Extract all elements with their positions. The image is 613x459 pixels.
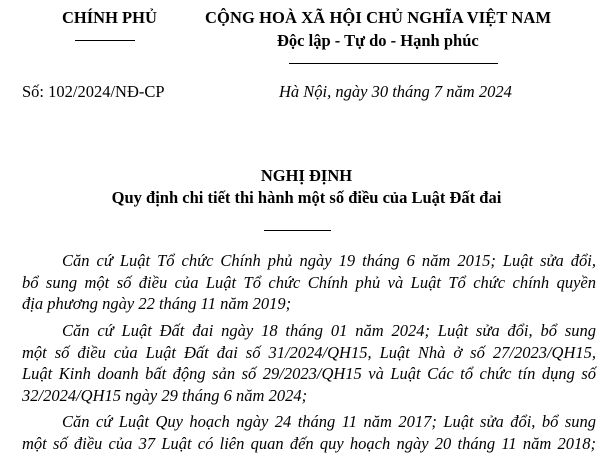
- document-subject: Quy định chi tiết thi hành một số điều của Luật Đất đai: [111, 188, 502, 207]
- document-type: NGHỊ ĐỊNH: [260, 166, 353, 185]
- paragraph-line: bổ sung một số điều của Luật Tổ chức Chính phủ và Luật Tổ chức chính quyền: [22, 272, 596, 292]
- paragraph-line: Căn cứ Luật Đất đai ngày 18 tháng 01 năm 2024; Luật sửa đổi, bổ sung: [62, 321, 596, 340]
- document-number: Số: 102/2024/NĐ-CP: [22, 82, 165, 101]
- place-date: Hà Nội, ngày 30 tháng 7 năm 2024: [279, 82, 512, 101]
- preamble-paragraph-3: [22, 411, 596, 454]
- paragraph-line: 32/2024/QH15 ngày 29 tháng 6 năm 2024;: [22, 385, 308, 405]
- subject-underline: [264, 230, 331, 231]
- issuing-agency: CHÍNH PHỦ: [62, 8, 157, 27]
- paragraph-line: địa phương ngày 22 tháng 11 năm 2019;: [22, 294, 292, 313]
- paragraph-line: một số điều của Luật Đất đai số 31/2024/QH15, Luật Nhà ở số 27/2023/QH15,: [22, 342, 596, 362]
- paragraph-line: Luật Kinh doanh bất động sản số 29/2023/QH15 và Luật Các tổ chức tín dụng số: [22, 364, 596, 383]
- paragraph-line: một số điều của 37 Luật có liên quan đến quy hoạch ngày 20 tháng 11 năm 2018;: [22, 433, 596, 453]
- national-motto: Độc lập - Tự do - Hạnh phúc: [277, 31, 479, 50]
- paragraph-line: Căn cứ Luật Quy hoạch ngày 24 tháng 11 năm 2017; Luật sửa đổi, bổ sung: [62, 412, 596, 431]
- preamble-paragraph-2: [22, 320, 596, 406]
- agency-underline: [75, 40, 135, 41]
- national-title: CỘNG HOÀ XÃ HỘI CHỦ NGHĨA VIỆT NAM: [205, 8, 552, 27]
- motto-underline: [289, 63, 498, 64]
- preamble-paragraph-1: [22, 250, 596, 315]
- paragraph-line: Căn cứ Luật Tổ chức Chính phủ ngày 19 tháng 6 năm 2015; Luật sửa đổi,: [62, 251, 596, 270]
